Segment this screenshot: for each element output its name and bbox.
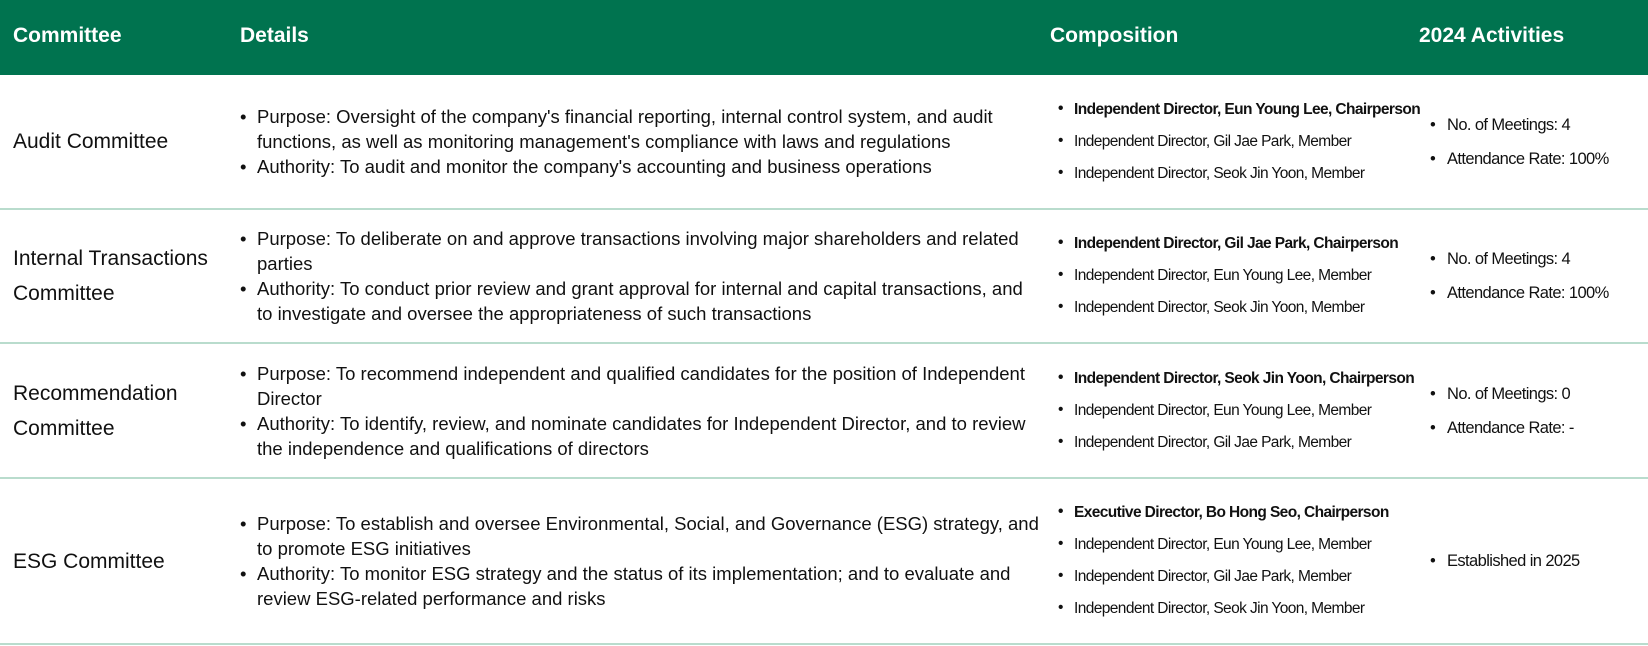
details-item: • Purpose: To deliberate on and approve transactions involving major shareholders and related parties — [240, 226, 1040, 276]
activity-item: • No. of Meetings: 4 — [1430, 108, 1648, 142]
committee-name: ESG Committee — [13, 549, 165, 573]
composition-chair: • Independent Director, Gil Jae Park, Chairperson — [1058, 228, 1418, 260]
activities-cell — [1430, 75, 1648, 208]
composition-member: • Independent Director, Seok Jin Yoon, Member — [1058, 292, 1418, 324]
details-cell — [240, 75, 1040, 208]
table-header — [0, 0, 1648, 75]
header-composition: Composition — [1050, 24, 1179, 47]
composition-cell — [1058, 479, 1418, 643]
details-cell — [240, 210, 1040, 342]
details-item: • Authority: To conduct prior review and grant approval for internal and capital transactions, and to investigate and oversee the appropriateness of such transactions — [240, 276, 1040, 326]
composition-chair: • Executive Director, Bo Hong Seo, Chairperson — [1058, 497, 1418, 529]
committee-name: Internal Transactions Committee — [13, 247, 208, 305]
composition-member: • Independent Director, Eun Young Lee, Member — [1058, 529, 1418, 561]
details-item: • Purpose: To recommend independent and qualified candidates for the position of Independent Director — [240, 361, 1040, 411]
activities-cell — [1430, 479, 1648, 643]
header-activities: 2024 Activities — [1419, 24, 1565, 47]
details-item: • Purpose: To establish and oversee Environmental, Social, and Governance (ESG) strategy, and to promote ESG initiatives — [240, 511, 1040, 561]
details-cell — [240, 344, 1040, 477]
details-item: • Authority: To monitor ESG strategy and the status of its implementation; and to evaluate and review ESG-related performance and risks — [240, 561, 1040, 611]
activities-cell — [1430, 344, 1648, 477]
activity-item: • Established in 2025 — [1430, 544, 1648, 578]
table-row-esg — [0, 479, 1648, 645]
details-item: • Authority: To identify, review, and nominate candidates for Independent Director, and to review the independence and qualifications of directors — [240, 411, 1040, 461]
composition-member: • Independent Director, Seok Jin Yoon, Member — [1058, 593, 1418, 625]
details-item: • Authority: To audit and monitor the company's accounting and business operations — [240, 154, 1040, 179]
activity-item: • No. of Meetings: 4 — [1430, 242, 1648, 276]
table-row-recommendation — [0, 344, 1648, 479]
composition-member: • Independent Director, Gil Jae Park, Member — [1058, 427, 1418, 459]
details-cell — [240, 479, 1040, 643]
activity-item: • No. of Meetings: 0 — [1430, 377, 1648, 411]
composition-member: • Independent Director, Gil Jae Park, Member — [1058, 561, 1418, 593]
composition-chair: • Independent Director, Seok Jin Yoon, Chairperson — [1058, 363, 1418, 395]
header-committee: Committee — [13, 24, 122, 47]
table-row-audit — [0, 75, 1648, 210]
composition-member: • Independent Director, Eun Young Lee, Member — [1058, 395, 1418, 427]
composition-chair: • Independent Director, Eun Young Lee, Chairperson — [1058, 94, 1418, 126]
composition-member: • Independent Director, Gil Jae Park, Member — [1058, 126, 1418, 158]
details-item: • Purpose: Oversight of the company's financial reporting, internal control system, and audit functions, as well as monitoring management's compliance with laws and regulations — [240, 104, 1040, 154]
composition-member: • Independent Director, Seok Jin Yoon, Member — [1058, 158, 1418, 190]
activity-item: • Attendance Rate: 100% — [1430, 276, 1648, 310]
activities-cell — [1430, 210, 1648, 342]
committee-name: Recommendation Committee — [13, 381, 178, 440]
composition-member: • Independent Director, Eun Young Lee, Member — [1058, 260, 1418, 292]
header-details: Details — [240, 24, 309, 47]
composition-cell — [1058, 75, 1421, 208]
composition-cell — [1058, 210, 1418, 342]
committee-name: Audit Committee — [13, 130, 169, 153]
activity-item: • Attendance Rate: 100% — [1430, 142, 1648, 176]
table-row-internal-transactions — [0, 210, 1648, 344]
composition-cell — [1058, 344, 1418, 477]
activity-item: • Attendance Rate: - — [1430, 411, 1648, 445]
